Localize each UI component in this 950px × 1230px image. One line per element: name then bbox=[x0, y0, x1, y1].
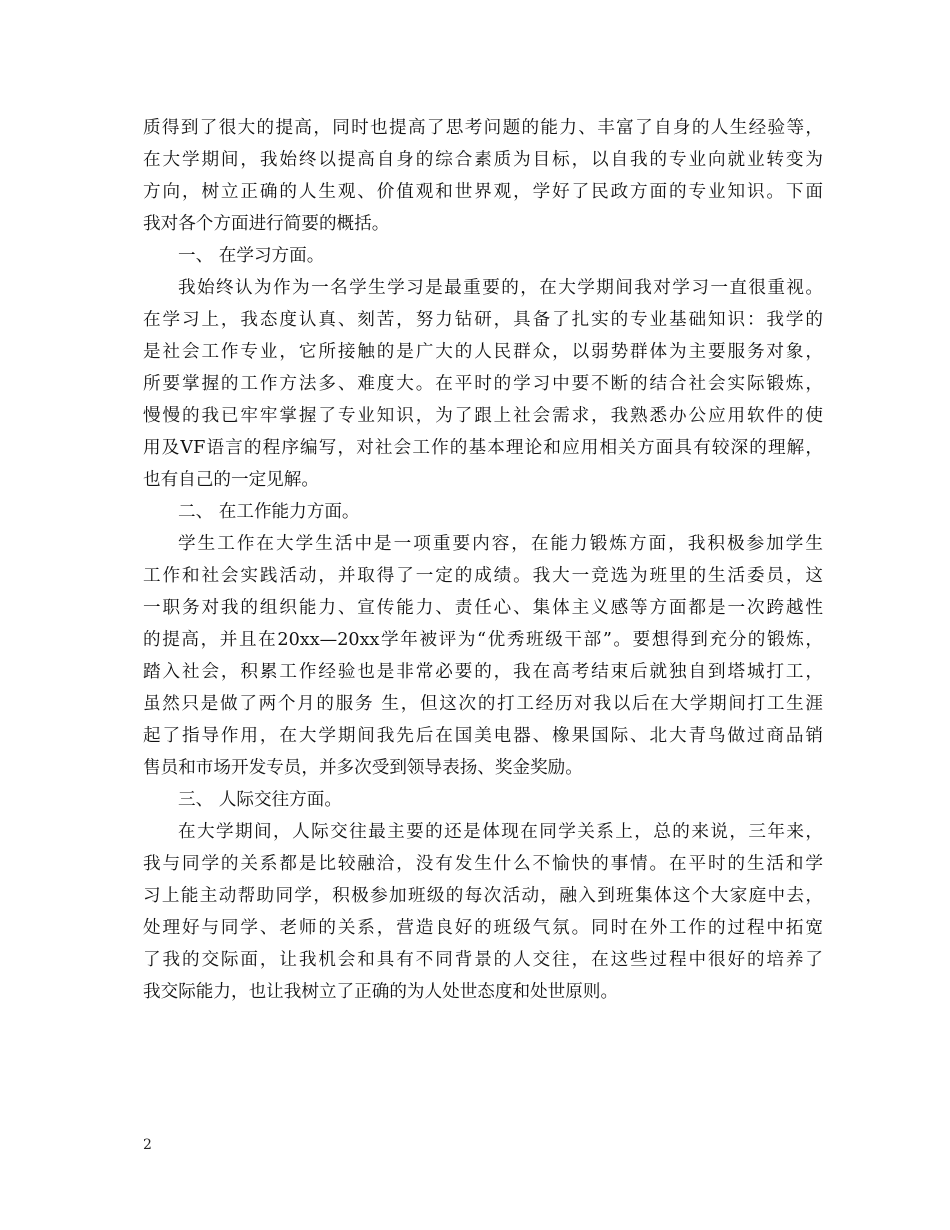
text-line: 的提高，并且在20xx—20xx学年被评为“优秀班级干部”。要想得到充分的锻炼， bbox=[143, 630, 823, 650]
text-line: 起了指导作用，在大学期间我先后在国美电器、橡果国际、北大青鸟做过商品销 bbox=[143, 726, 823, 746]
text-line: 用及VF语言的程序编写，对社会工作的基本理论和应用相关方面具有较深的理解， bbox=[143, 438, 823, 458]
text-line: 工作和社会实践活动，并取得了一定的成绩。我大一竞选为班里的生活委员，这 bbox=[143, 566, 823, 586]
text-line: 我与同学的关系都是比较融洽，没有发生什么不愉快的事情。在平时的生活和学 bbox=[143, 854, 823, 874]
text-line: 了我的交际面，让我机会和具有不同背景的人交往，在这些过程中很好的培养了 bbox=[143, 950, 823, 970]
text-line: 在大学期间，人际交往最主要的还是体现在同学关系上，总的来说，三年来， bbox=[178, 822, 823, 842]
text-line: 踏入社会，积累工作经验也是非常必要的，我在高考结束后就独自到塔城打工， bbox=[143, 662, 823, 682]
text-line: 虽然只是做了两个月的服务 生，但这次的打工经历对我以后在大学期间打工生涯 bbox=[143, 694, 823, 714]
section-heading-work: 二、 在工作能力方面。 bbox=[178, 502, 360, 522]
text-line: 我交际能力，也让我树立了正确的为人处世态度和处世原则。 bbox=[143, 982, 619, 1002]
text-line: 售员和市场开发专员，并多次受到领导表扬、奖金奖励。 bbox=[143, 758, 583, 778]
text-line: 我对各个方面进行简要的概括。 bbox=[143, 214, 390, 234]
text-line: 一职务对我的组织能力、宣传能力、责任心、集体主义感等方面都是一次跨越性 bbox=[143, 598, 823, 618]
text-line: 所要掌握的工作方法多、难度大。在平时的学习中要不断的结合社会实际锻炼， bbox=[143, 374, 823, 394]
body-text bbox=[143, 112, 823, 1008]
section-heading-social: 三、 人际交往方面。 bbox=[178, 790, 342, 810]
text-line: 处理好与同学、老师的关系，营造良好的班级气氛。同时在外工作的过程中拓宽 bbox=[143, 918, 823, 938]
text-line: 我始终认为作为一名学生学习是最重要的，在大学期间我对学习一直很重视。 bbox=[178, 278, 823, 298]
text-line: 习上能主动帮助同学，积极参加班级的每次活动，融入到班集体这个大家庭中去， bbox=[143, 886, 823, 906]
text-line: 在学习上，我态度认真、刻苦，努力钻研，具备了扎实的专业基础知识：我学的 bbox=[143, 310, 823, 330]
text-line: 质得到了很大的提高，同时也提高了思考问题的能力、丰富了自身的人生经验等， bbox=[143, 118, 823, 138]
text-line: 也有自己的一定见解。 bbox=[143, 470, 319, 490]
text-line: 慢慢的我已牢牢掌握了专业知识，为了跟上社会需求，我熟悉办公应用软件的使 bbox=[143, 406, 823, 426]
text-line: 学生工作在大学生活中是一项重要内容，在能力锻炼方面，我积极参加学生 bbox=[178, 534, 823, 554]
page-number: 2 bbox=[143, 1137, 152, 1153]
text-line: 方向，树立正确的人生观、价值观和世界观，学好了民政方面的专业知识。下面 bbox=[143, 182, 823, 202]
text-line: 在大学期间，我始终以提高自身的综合素质为目标，以自我的专业向就业转变为 bbox=[143, 150, 823, 170]
text-line: 是社会工作专业，它所接触的是广大的人民群众，以弱势群体为主要服务对象， bbox=[143, 342, 823, 362]
section-heading-study: 一、 在学习方面。 bbox=[178, 246, 325, 266]
